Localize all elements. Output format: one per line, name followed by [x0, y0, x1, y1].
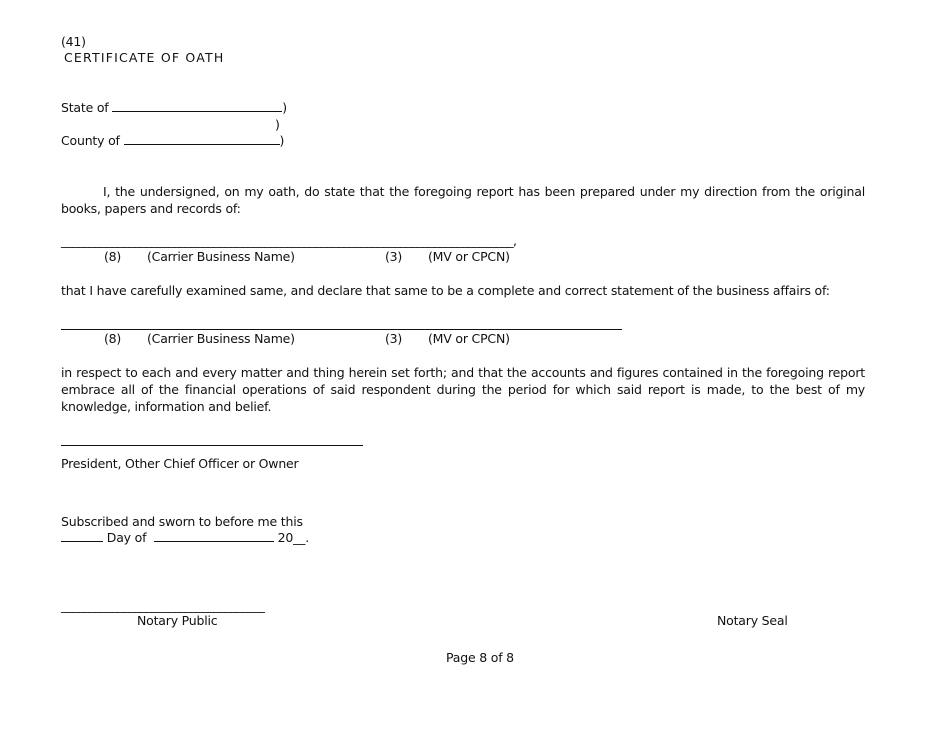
venue-bracket-middle: )	[275, 117, 280, 132]
oath-declaration: that I have carefully examined same, and declare that same to be a complete and correct statement of the business affairs of:	[61, 283, 830, 298]
carrier-blank-line-1[interactable]: ________________________________________________________________________________,	[61, 233, 517, 248]
caption-1-num1: (8)	[104, 249, 122, 264]
county-bracket: )	[279, 133, 285, 148]
form-number: (41)	[61, 34, 86, 49]
notary-seal-label: Notary Seal	[717, 613, 788, 628]
caption-1-label2: (MV or CPCN)	[428, 249, 510, 264]
county-row	[61, 133, 284, 148]
oath-intro: I, the undersigned, on my oath, do state that the foregoing report has been prepared under my direction from the original books, papers and records of:	[61, 184, 865, 216]
caption-2-num2: (3)	[385, 331, 403, 346]
form-title: CERTIFICATE OF OATH	[64, 50, 225, 65]
caption-2-num1: (8)	[104, 331, 122, 346]
county-label: County of	[61, 133, 120, 148]
sworn-line: Subscribed and sworn to before me this	[61, 514, 303, 529]
sworn-day-label: Day of	[106, 530, 147, 545]
sworn-month-field[interactable]	[154, 530, 274, 542]
state-row	[61, 100, 287, 115]
caption-1-num2: (3)	[385, 249, 403, 264]
state-bracket: )	[282, 100, 287, 115]
sworn-day-field[interactable]	[61, 530, 103, 542]
caption-2-label2: (MV or CPCN)	[428, 331, 510, 346]
state-label: State of	[61, 100, 109, 115]
caption-2-label1: (Carrier Business Name)	[147, 331, 295, 346]
notary-signature-line[interactable]: ____________________________________	[61, 598, 265, 613]
state-field[interactable]	[112, 100, 282, 112]
officer-signature-line[interactable]	[61, 445, 363, 446]
officer-label: President, Other Chief Officer or Owner	[61, 456, 299, 471]
county-field[interactable]	[124, 133, 280, 145]
page-number: Page 8 of 8	[446, 650, 514, 665]
caption-1-label1: (Carrier Business Name)	[147, 249, 295, 264]
notary-public-label: Notary Public	[137, 613, 218, 628]
sworn-year-label: 20__.	[277, 530, 310, 545]
oath-closing: in respect to each and every matter and thing herein set forth; and that the accounts and figures contained in the foregoing report embrace all of the financial operations of said respondent during the period for which said report is made, to the best of my knowledge, information and belief.	[61, 365, 865, 414]
carrier-blank-line-2[interactable]	[61, 329, 622, 330]
sworn-date-row	[61, 530, 309, 545]
